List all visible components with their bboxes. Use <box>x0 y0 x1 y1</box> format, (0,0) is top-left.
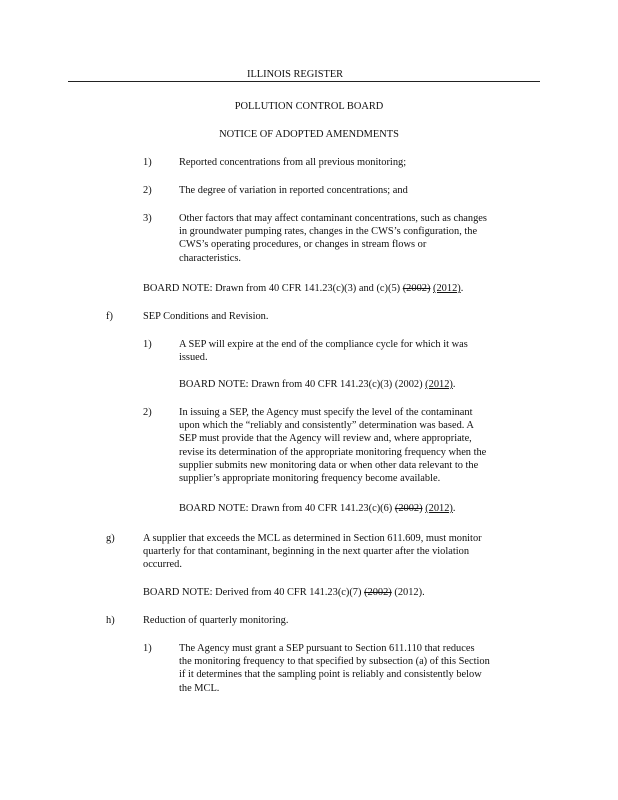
list-number: 1) <box>143 643 152 654</box>
section-label: g) <box>106 533 115 544</box>
list-item-text: The degree of variation in reported concentrations; and <box>179 185 408 196</box>
section-title: SEP Conditions and Revision. <box>143 311 269 322</box>
text-line: CWS’s operating procedures, or changes in stream flows or <box>179 239 427 251</box>
inserted-text: (2012) <box>425 503 453 514</box>
section-paragraph <box>143 532 553 572</box>
register-title: ILLINOIS REGISTER <box>247 69 344 80</box>
text-line: SEP must provide that the Agency will review and, where appropriate, <box>179 433 472 445</box>
notice-title: NOTICE OF ADOPTED AMENDMENTS <box>219 129 399 140</box>
text-line: supplier submits new monitoring data or when other data relevant to the <box>179 459 479 471</box>
list-item-paragraph <box>179 642 559 695</box>
text-line: revise its determination of the appropriate monitoring frequency when the <box>179 446 487 458</box>
note-text: BOARD NOTE: Derived from 40 CFR 141.23(c)(7) <box>143 587 365 598</box>
text-line: upon which the “reliably and consistently” determination was based. A <box>179 420 474 432</box>
list-item-text: Reported concentrations from all previous monitoring; <box>179 157 407 168</box>
list-number: 2) <box>143 185 152 196</box>
deleted-text: (2002) <box>394 503 423 514</box>
board-note <box>179 378 455 391</box>
note-end: (2012). <box>391 587 425 598</box>
text-line: the MCL. <box>179 682 220 694</box>
note-text: BOARD NOTE: Drawn from 40 CFR 141.23(c)(6) <box>179 503 395 514</box>
list-number: 1) <box>143 157 152 168</box>
text-line: In issuing a SEP, the Agency must specify the level of the contaminant <box>179 407 473 418</box>
text-line: The Agency must grant a SEP pursuant to Section 611.110 that reduces <box>179 643 475 654</box>
list-number: 3) <box>143 213 152 224</box>
text-line: supplier’s appropriate monitoring frequency become available. <box>179 473 441 485</box>
section-label: f) <box>106 311 113 322</box>
note-end: . <box>452 379 456 390</box>
board-note <box>143 586 425 599</box>
text-line: if it determines that the sampling point is reliably and consistently below <box>179 669 482 681</box>
note-end: . <box>460 283 464 294</box>
deleted-text: (2002) <box>364 587 392 598</box>
note-text: BOARD NOTE: Drawn from 40 CFR 141.23(c)(3) and (c)(5) <box>143 283 403 294</box>
text-line: in groundwater pumping rates, changes in the CWS’s configuration, the <box>179 226 478 238</box>
text-line: issued. <box>179 352 208 364</box>
text-line: quarterly for that contaminant, beginning in the next quarter after the violation <box>143 546 470 558</box>
text-line: A SEP will expire at the end of the compliance cycle for which it was <box>179 339 468 350</box>
list-number: 1) <box>143 339 152 350</box>
list-item-paragraph <box>179 212 559 265</box>
text-line: the monitoring frequency to that specified by subsection (a) of this Section <box>179 656 490 668</box>
text-line: occurred. <box>143 559 182 571</box>
list-number: 2) <box>143 407 152 418</box>
inserted-text: (2012) <box>433 283 461 294</box>
inserted-text: (2012) <box>425 379 453 390</box>
deleted-text: (2002) <box>402 283 431 294</box>
section-title: Reduction of quarterly monitoring. <box>143 615 289 626</box>
section-label: h) <box>106 615 115 626</box>
board-note <box>179 502 456 515</box>
note-text: BOARD NOTE: Drawn from 40 CFR 141.23(c)(3) (2002) <box>179 379 426 390</box>
text-line: Other factors that may affect contaminant concentrations, such as changes <box>179 213 487 224</box>
list-item-paragraph <box>179 338 559 364</box>
text-line: A supplier that exceeds the MCL as determined in Section 611.609, must monitor <box>143 533 482 544</box>
text-line: characteristics. <box>179 252 242 264</box>
board-title: POLLUTION CONTROL BOARD <box>234 101 384 112</box>
board-note <box>143 282 463 295</box>
list-item-paragraph <box>179 406 559 485</box>
note-end: . <box>452 503 456 514</box>
